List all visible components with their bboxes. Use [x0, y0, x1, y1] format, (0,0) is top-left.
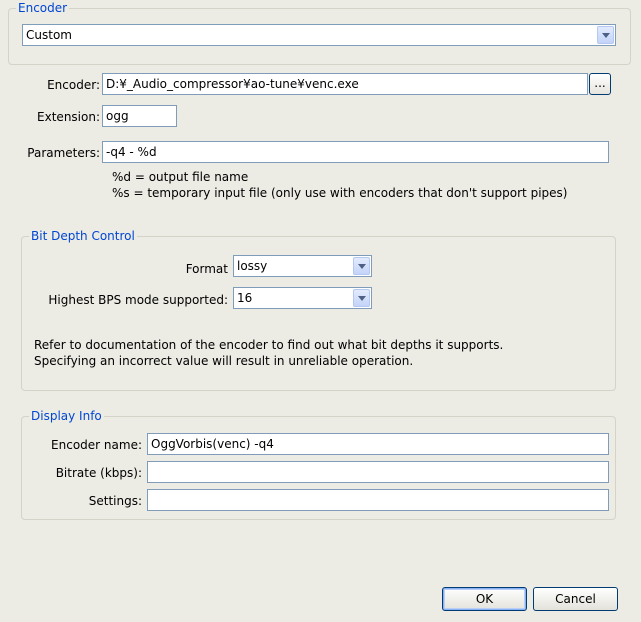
encoder-preset-select[interactable] — [22, 24, 616, 46]
parameters-hint-input: %s = temporary input file (only use with encoders that don't support pipes) — [112, 186, 568, 200]
browse-button[interactable]: ... — [589, 73, 611, 95]
encoder-path-label: Encoder: — [47, 78, 100, 92]
display-info-group-title: Display Info — [31, 409, 102, 423]
bps-dropdown-button[interactable] — [353, 289, 370, 307]
parameters-label: Parameters: — [27, 146, 100, 160]
format-dropdown-button[interactable] — [353, 257, 370, 275]
encoder-name-input[interactable]: OggVorbis(venc) -q4 — [147, 433, 609, 455]
ok-button[interactable]: OK — [442, 587, 527, 611]
bit-depth-group — [21, 229, 616, 391]
parameters-hint-output: %d = output file name — [112, 170, 249, 184]
bit-depth-note-1: Refer to documentation of the encoder to find out what bit depths it supports. — [34, 338, 504, 352]
encoder-preset-value: Custom — [26, 28, 72, 42]
display-info-group — [21, 409, 616, 520]
bitrate-label: Bitrate (kbps): — [55, 466, 142, 480]
settings-input[interactable] — [147, 489, 609, 511]
bps-value: 16 — [237, 291, 253, 305]
chevron-down-icon — [358, 296, 366, 301]
bit-depth-group-title: Bit Depth Control — [31, 229, 135, 243]
settings-label: Settings: — [88, 494, 142, 508]
encoder-path-input[interactable]: D:¥_Audio_compressor¥ao-tune¥venc.exe — [102, 73, 588, 95]
cancel-button[interactable]: Cancel — [533, 587, 618, 611]
bps-select[interactable] — [233, 287, 372, 309]
extension-input[interactable]: ogg — [102, 105, 177, 127]
bit-depth-note-2: Specifying an incorrect value will result in unreliable operation. — [34, 354, 414, 368]
encoder-preset-dropdown-button[interactable] — [597, 26, 614, 44]
encoder-group — [8, 1, 631, 65]
chevron-down-icon — [358, 264, 366, 269]
format-select[interactable] — [233, 255, 372, 277]
chevron-down-icon — [602, 33, 610, 38]
format-value: lossy — [237, 259, 268, 273]
bps-label: Highest BPS mode supported: — [48, 293, 228, 307]
bitrate-input[interactable] — [147, 461, 609, 483]
encoder-name-label: Encoder name: — [51, 438, 142, 452]
extension-label: Extension: — [37, 110, 100, 124]
encoder-group-title: Encoder — [18, 1, 68, 15]
parameters-input[interactable]: -q4 - %d — [102, 141, 609, 163]
format-label: Format — [185, 262, 228, 276]
